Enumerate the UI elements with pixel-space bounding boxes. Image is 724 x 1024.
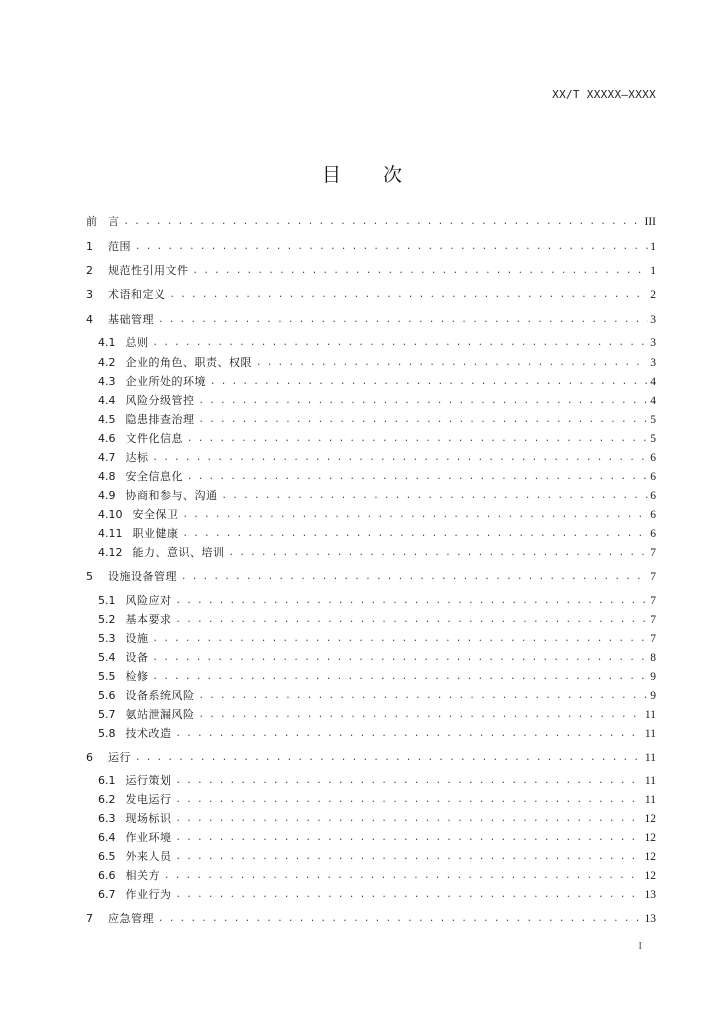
toc-section-row[interactable] <box>98 813 656 825</box>
toc-chapter-row[interactable] <box>86 216 656 228</box>
toc-dot-leader <box>256 357 648 369</box>
toc-entry-number: 6.1 <box>98 774 116 787</box>
toc-entry-page: 9 <box>650 671 656 683</box>
toc-entry-page: 2 <box>650 289 656 301</box>
toc-entry-page: 7 <box>650 633 656 645</box>
toc-entry-number: 4.11 <box>98 527 123 540</box>
toc-entry-label: 风险应对 <box>125 594 172 607</box>
toc-entry-number: 4.7 <box>98 451 116 464</box>
toc-entry-number: 4.10 <box>98 508 123 521</box>
toc-entry-label: 外来人员 <box>125 850 172 863</box>
toc-section-row[interactable] <box>98 452 656 464</box>
toc-entry-number: 6.6 <box>98 869 116 882</box>
toc-section-row[interactable] <box>98 528 656 540</box>
toc-section-row[interactable] <box>98 633 656 645</box>
toc-dot-leader <box>170 289 649 301</box>
toc-entry-number: 5.7 <box>98 708 116 721</box>
toc-chapter-row[interactable] <box>86 571 656 583</box>
toc-entry-page: 11 <box>644 709 656 721</box>
toc-section-row[interactable] <box>98 337 656 349</box>
toc-dot-leader <box>187 433 648 445</box>
toc-section-row[interactable] <box>98 471 656 483</box>
toc-entry-page: 6 <box>650 452 656 464</box>
toc-section-row[interactable] <box>98 728 656 740</box>
toc-entry-label: 基础管理 <box>108 313 154 326</box>
toc-section-row[interactable] <box>98 709 656 721</box>
toc-entry-label: 基本要求 <box>125 613 172 626</box>
toc-dot-leader <box>153 652 649 664</box>
toc-entry-number: 6.7 <box>98 888 116 901</box>
toc-entry-label: 应急管理 <box>108 912 154 925</box>
toc-entry-label: 运行策划 <box>125 774 172 787</box>
toc-entry-number: 6.3 <box>98 812 116 825</box>
toc-entry-label: 相关方 <box>125 869 160 882</box>
toc-entry-page: 12 <box>644 832 656 844</box>
toc-chapter-row[interactable] <box>86 241 656 253</box>
toc-title: 目 次 <box>321 164 421 186</box>
toc-entry-number: 4.3 <box>98 375 116 388</box>
toc-section-row[interactable] <box>98 376 656 388</box>
toc-entry-number: 5.5 <box>98 670 116 683</box>
toc-dot-leader <box>124 216 643 228</box>
toc-entry-number: 4.4 <box>98 394 116 407</box>
toc-entry-page: III <box>644 216 656 228</box>
toc-entry-label: 设施 <box>125 632 149 645</box>
toc-chapter-row[interactable] <box>86 289 656 301</box>
toc-entry-label: 范围 <box>108 240 131 253</box>
toc-entry-number: 7 <box>86 912 93 925</box>
toc-entry-page: 13 <box>644 913 656 925</box>
toc-entry-page: 11 <box>644 775 656 787</box>
toc-section-row[interactable] <box>98 490 656 502</box>
toc-section-row[interactable] <box>98 433 656 445</box>
toc-entry-page: 3 <box>650 357 656 369</box>
toc-dot-leader <box>135 241 648 253</box>
toc-entry-page: 9 <box>650 690 656 702</box>
toc-entry-label: 设施设备管理 <box>108 570 177 583</box>
toc-entry-page: 3 <box>650 314 656 326</box>
toc-entry-page: 6 <box>650 528 656 540</box>
toc-entry-number: 5.8 <box>98 727 116 740</box>
toc-entry-number: 3 <box>86 288 93 301</box>
toc-entry-number: 4.1 <box>98 336 116 349</box>
toc-entry-page: 6 <box>650 490 656 502</box>
toc-section-row[interactable] <box>98 614 656 626</box>
toc-dot-leader <box>187 471 648 483</box>
toc-entry-number: 4.5 <box>98 413 116 426</box>
toc-dot-leader <box>183 528 649 540</box>
toc-dot-leader <box>199 414 649 426</box>
toc-entry-page: 11 <box>644 752 656 764</box>
toc-entry-page: 4 <box>650 395 656 407</box>
toc-entry-page: 5 <box>650 433 656 445</box>
toc-entry-number: 4.9 <box>98 489 116 502</box>
toc-entry-number: 2 <box>86 264 93 277</box>
toc-entry-label: 言 <box>108 215 120 228</box>
toc-section-row[interactable] <box>98 794 656 806</box>
toc-dot-leader <box>176 889 643 901</box>
toc-entry-label: 术语和定义 <box>108 288 166 301</box>
toc-entry-page: 12 <box>644 870 656 882</box>
toc-entry-label: 运行 <box>108 751 131 764</box>
toc-entry-page: 12 <box>644 813 656 825</box>
toc-dot-leader <box>176 614 649 626</box>
toc-dot-leader <box>181 571 648 583</box>
toc-entry-page: 7 <box>650 595 656 607</box>
toc-section-row[interactable] <box>98 595 656 607</box>
toc-dot-leader <box>199 395 649 407</box>
toc-entry-page: 7 <box>650 614 656 626</box>
toc-entry-page: 7 <box>650 571 656 583</box>
toc-dot-leader <box>176 794 643 806</box>
toc-entry-page: 6 <box>650 471 656 483</box>
toc-dot-leader <box>176 851 643 863</box>
toc-entry-label: 企业的角色、职责、权限 <box>125 356 252 369</box>
toc-section-row[interactable] <box>98 652 656 664</box>
toc-entry-number: 4.12 <box>98 546 123 559</box>
toc-dot-leader <box>176 728 643 740</box>
toc-entry-page: 13 <box>644 889 656 901</box>
toc-section-row[interactable] <box>98 775 656 787</box>
toc-entry-label: 企业所处的环境 <box>125 375 206 388</box>
toc-entry-number: 5.6 <box>98 689 116 702</box>
toc-entry-page: 1 <box>650 265 656 277</box>
toc-dot-leader <box>153 337 649 349</box>
toc-entry-label: 技术改造 <box>125 727 172 740</box>
toc-dot-leader <box>193 265 649 277</box>
toc-entry-page: 1 <box>650 241 656 253</box>
toc-entry-label: 检修 <box>125 670 149 683</box>
toc-entry-number: 6 <box>86 751 93 764</box>
toc-entry-number: 6.2 <box>98 793 116 806</box>
toc-dot-leader <box>176 832 643 844</box>
toc-entry-number: 1 <box>86 240 93 253</box>
toc-entry-label: 设备系统风险 <box>125 689 195 702</box>
toc-dot-leader <box>183 509 649 521</box>
toc-entry-label: 设备 <box>125 651 149 664</box>
toc-entry-label: 能力、意识、培训 <box>132 546 225 559</box>
toc-section-row[interactable] <box>98 889 656 901</box>
toc-entry-page: 12 <box>644 851 656 863</box>
toc-entry-page: 5 <box>650 414 656 426</box>
toc-entry-page: 4 <box>650 376 656 388</box>
toc-section-row[interactable] <box>98 690 656 702</box>
toc-entry-number: 5.4 <box>98 651 116 664</box>
toc-chapter-row[interactable] <box>86 913 656 925</box>
toc-dot-leader <box>210 376 648 388</box>
toc-entry-page: 7 <box>650 547 656 559</box>
toc-entry-number: 6.5 <box>98 850 116 863</box>
toc-entry-label: 规范性引用文件 <box>108 264 189 277</box>
toc-entry-label: 氨站泄漏风险 <box>125 708 195 721</box>
toc-entry-number: 5.3 <box>98 632 116 645</box>
toc-entry-label: 作业行为 <box>125 888 172 901</box>
toc-section-row[interactable] <box>98 395 656 407</box>
toc-chapter-row[interactable] <box>86 752 656 764</box>
toc-dot-leader <box>199 690 649 702</box>
toc-entry-number: 4 <box>86 313 93 326</box>
toc-entry-number: 4.2 <box>98 356 116 369</box>
toc-dot-leader <box>164 870 643 882</box>
toc-entry-page: 3 <box>650 337 656 349</box>
toc-section-row[interactable] <box>98 509 656 521</box>
toc-entry-number: 5.2 <box>98 613 116 626</box>
toc-dot-leader <box>158 913 643 925</box>
toc-section-row[interactable] <box>98 851 656 863</box>
toc-entry-label: 安全信息化 <box>125 470 183 483</box>
toc-dot-leader <box>199 709 643 721</box>
toc-entry-page: 8 <box>650 652 656 664</box>
toc-dot-leader <box>153 633 649 645</box>
toc-dot-leader <box>176 775 643 787</box>
toc-dot-leader <box>153 452 649 464</box>
toc-dot-leader <box>153 671 649 683</box>
toc-section-row[interactable] <box>98 671 656 683</box>
toc-entry-number: 4.8 <box>98 470 116 483</box>
toc-entry-label: 作业环境 <box>125 831 172 844</box>
toc-entry-label: 发电运行 <box>125 793 172 806</box>
toc-section-row[interactable] <box>98 832 656 844</box>
toc-entry-label: 隐患排查治理 <box>125 413 195 426</box>
toc-entry-number: 4.6 <box>98 432 116 445</box>
standard-code: XX/T XXXXX—XXXX <box>552 88 656 101</box>
toc-chapter-row[interactable] <box>86 265 656 277</box>
toc-dot-leader <box>222 490 649 502</box>
toc-dot-leader <box>135 752 643 764</box>
toc-entry-label: 安全保卫 <box>132 508 179 521</box>
toc-entry-label: 达标 <box>125 451 149 464</box>
toc-dot-leader <box>176 595 649 607</box>
toc-entry-label: 协商和参与、沟通 <box>125 489 218 502</box>
toc-section-row[interactable] <box>98 870 656 882</box>
toc-entry-number: 前 <box>86 215 97 228</box>
toc-dot-leader <box>176 813 643 825</box>
toc-entry-number: 6.4 <box>98 831 116 844</box>
toc-entry-number: 5 <box>86 570 93 583</box>
page-number: I <box>638 940 642 952</box>
toc-entry-label: 文件化信息 <box>125 432 183 445</box>
toc-entry-label: 职业健康 <box>132 527 179 540</box>
toc-entry-number: 5.1 <box>98 594 116 607</box>
toc-entry-page: 6 <box>650 509 656 521</box>
toc-dot-leader <box>158 314 648 326</box>
toc-entry-page: 11 <box>644 728 656 740</box>
toc-entry-label: 风险分级管控 <box>125 394 195 407</box>
toc-dot-leader <box>229 547 649 559</box>
toc-entry-page: 11 <box>644 794 656 806</box>
toc-section-row[interactable] <box>98 357 656 369</box>
toc-section-row[interactable] <box>98 414 656 426</box>
toc-chapter-row[interactable] <box>86 314 656 326</box>
toc-entry-label: 现场标识 <box>125 812 172 825</box>
toc-section-row[interactable] <box>98 547 656 559</box>
toc-entry-label: 总则 <box>125 336 149 349</box>
